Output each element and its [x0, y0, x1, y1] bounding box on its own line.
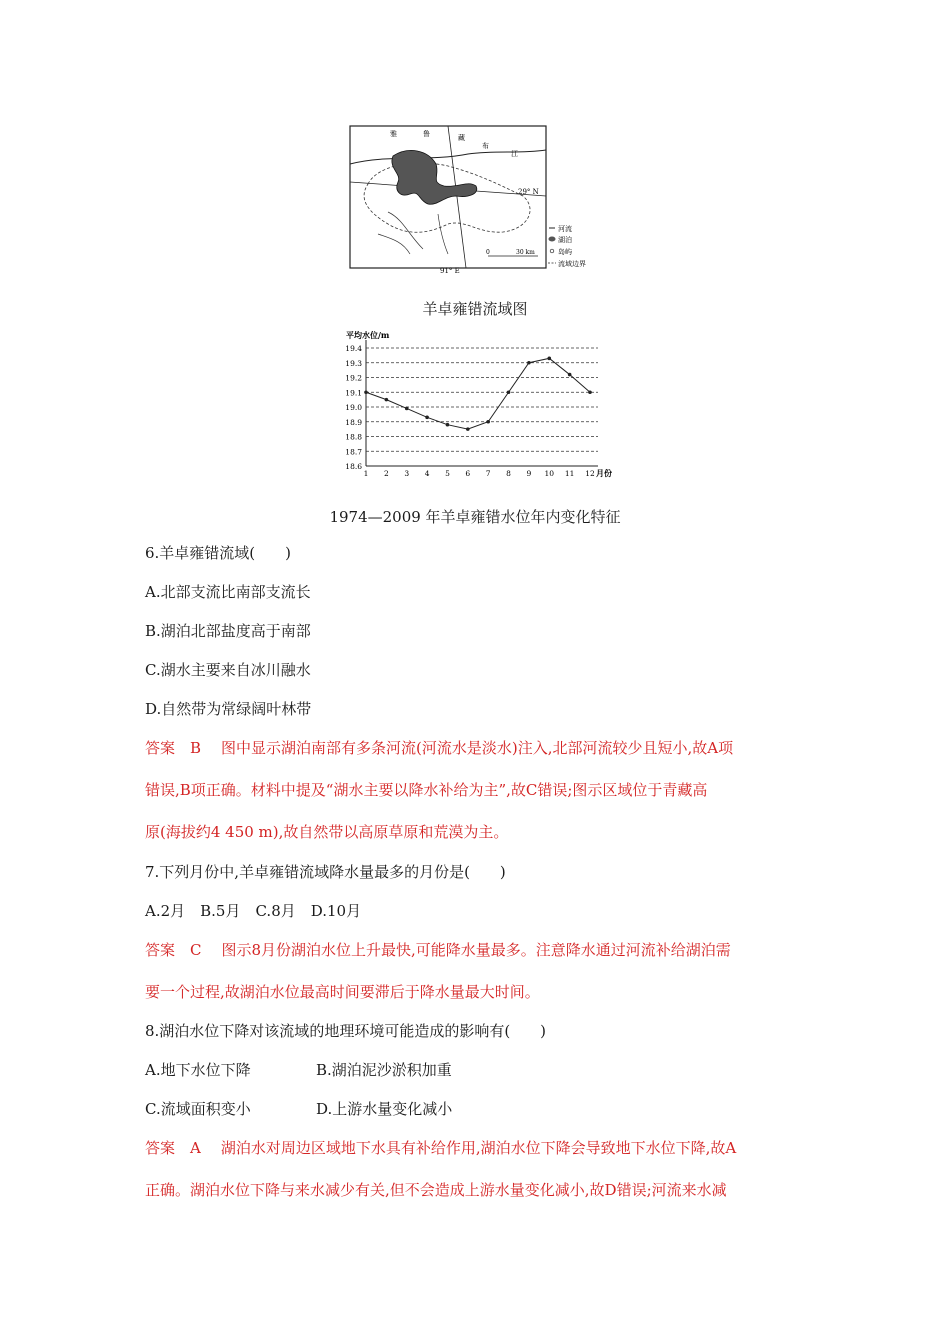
- legend-label: 河流: [558, 225, 572, 233]
- data-point: [405, 407, 409, 411]
- q8-option-c: C.流域面积变小: [145, 1100, 251, 1118]
- q8-answer-text: 湖泊水对周边区域地下水具有补给作用,湖泊水位下降会导致地下水位下降,故A: [220, 1139, 737, 1157]
- data-point: [547, 357, 551, 361]
- map-label: 布: [482, 142, 489, 150]
- y-tick-label: 18.7: [345, 447, 362, 457]
- q7-answer-line-1: [145, 939, 731, 960]
- x-tick-label: 10: [544, 469, 555, 478]
- q6-answer-line-1: [145, 737, 733, 758]
- q6-answer-text: 图中显示湖泊南部有多条河流(河流水是淡水)注入,北部河流较少且短小,故A项: [221, 739, 734, 757]
- data-point: [364, 390, 368, 394]
- data-point: [486, 420, 490, 424]
- x-tick-label: 11: [564, 469, 575, 478]
- q8-option-d: D.上游水量变化减小: [316, 1100, 453, 1118]
- q8-stem: 8.湖泊水位下降对该流域的地理环境可能造成的影响有( ): [145, 1022, 547, 1040]
- data-point: [385, 398, 389, 402]
- y-axis-label: 平均水位/m: [346, 330, 390, 340]
- latitude-label: 29° N: [518, 188, 539, 196]
- x-tick-label: 9: [526, 469, 532, 478]
- y-tick-label: 19.1: [345, 388, 362, 398]
- map-caption: 羊卓雍错流域图: [422, 300, 528, 318]
- q8-option-b: B.湖泊泥沙淤积加重: [316, 1061, 452, 1079]
- q7-stem: 7.下列月份中,羊卓雍错流域降水量最多的月份是( ): [145, 863, 506, 881]
- q6-answer-line-3: 原(海拔约4 450 m),故自然带以高原草原和荒漠为主。: [145, 823, 509, 841]
- legend-label: 湖泊: [558, 236, 572, 244]
- map-label: 鲁: [423, 130, 430, 138]
- y-tick-label: 18.6: [345, 462, 362, 471]
- q6-option-b: B.湖泊北部盐度高于南部: [145, 622, 311, 640]
- q7-answer-line-2: 要一个过程,故湖泊水位最高时间要滞后于降水量最大时间。: [145, 983, 540, 1001]
- map-label: 藏: [458, 134, 465, 142]
- data-point: [507, 390, 511, 394]
- y-tick-label: 19.0: [345, 403, 362, 412]
- y-tick-label: 19.2: [345, 373, 362, 383]
- data-point: [527, 361, 531, 365]
- scale-zero: 0: [486, 249, 490, 256]
- x-tick-label: 8: [506, 469, 511, 478]
- q8-answer-line-1: [145, 1137, 736, 1158]
- legend-label: 岛屿: [558, 248, 572, 256]
- q8-answer-tag: 答案 A: [145, 1139, 201, 1157]
- data-point: [446, 423, 450, 427]
- series-line: [366, 358, 590, 429]
- legend-lake-icon: [549, 237, 556, 242]
- x-tick-label: 5: [445, 469, 450, 478]
- q6-option-c: C.湖水主要来自冰川融水: [145, 661, 311, 679]
- q7-answer-text: 图示8月份湖泊水位上升最快,可能降水量最多。注意降水通过河流补给湖泊需: [221, 941, 731, 959]
- y-tick-label: 18.9: [345, 417, 362, 427]
- q7-answer-tag: 答案 C: [145, 941, 202, 959]
- data-point: [466, 427, 470, 431]
- x-tick-label: 6: [465, 469, 471, 478]
- q6-answer-line-2: 错误,B项正确。材料中提及“湖水主要以降水补给为主”,故C错误;图示区域位于青藏高: [145, 781, 708, 799]
- data-point: [568, 373, 572, 377]
- y-tick-label: 18.8: [345, 432, 362, 442]
- x-tick-label: 12: [585, 469, 595, 478]
- chart-caption: 1974—2009 年羊卓雍错水位年内变化特征: [329, 508, 621, 526]
- q8-option-a: A.地下水位下降: [145, 1061, 251, 1079]
- water-level-chart: [330, 328, 630, 486]
- y-tick-label: 19.4: [345, 344, 362, 353]
- data-point: [588, 390, 592, 394]
- basin-map: [348, 124, 598, 274]
- x-axis-label: 月份: [596, 468, 612, 478]
- map-label: 江: [511, 150, 518, 158]
- legend-label: 流域边界: [558, 260, 586, 268]
- longitude-label: 91° E: [440, 267, 460, 274]
- q6-option-a: A.北部支流比南部支流长: [145, 583, 311, 601]
- q7-options: A.2月 B.5月 C.8月 D.10月: [145, 902, 362, 920]
- q6-stem: 6.羊卓雍错流域( ): [145, 544, 292, 562]
- x-tick-label: 2: [383, 469, 389, 478]
- legend-island-icon: [550, 249, 554, 253]
- x-tick-label: 7: [485, 469, 491, 478]
- scale-distance: 30 km: [516, 249, 535, 256]
- data-point: [425, 416, 429, 420]
- x-tick-label: 3: [404, 469, 410, 478]
- map-label: 雅: [390, 130, 397, 138]
- y-tick-label: 19.3: [345, 358, 362, 368]
- q6-answer-tag: 答案 B: [145, 739, 202, 757]
- x-tick-label: 4: [424, 469, 430, 478]
- x-tick-label: 1: [363, 469, 369, 478]
- q6-option-d: D.自然带为常绿阔叶林带: [145, 700, 312, 718]
- q8-answer-line-2: 正确。湖泊水位下降与来水减少有关,但不会造成上游水量变化减小,故D错误;河流来水减: [145, 1181, 727, 1199]
